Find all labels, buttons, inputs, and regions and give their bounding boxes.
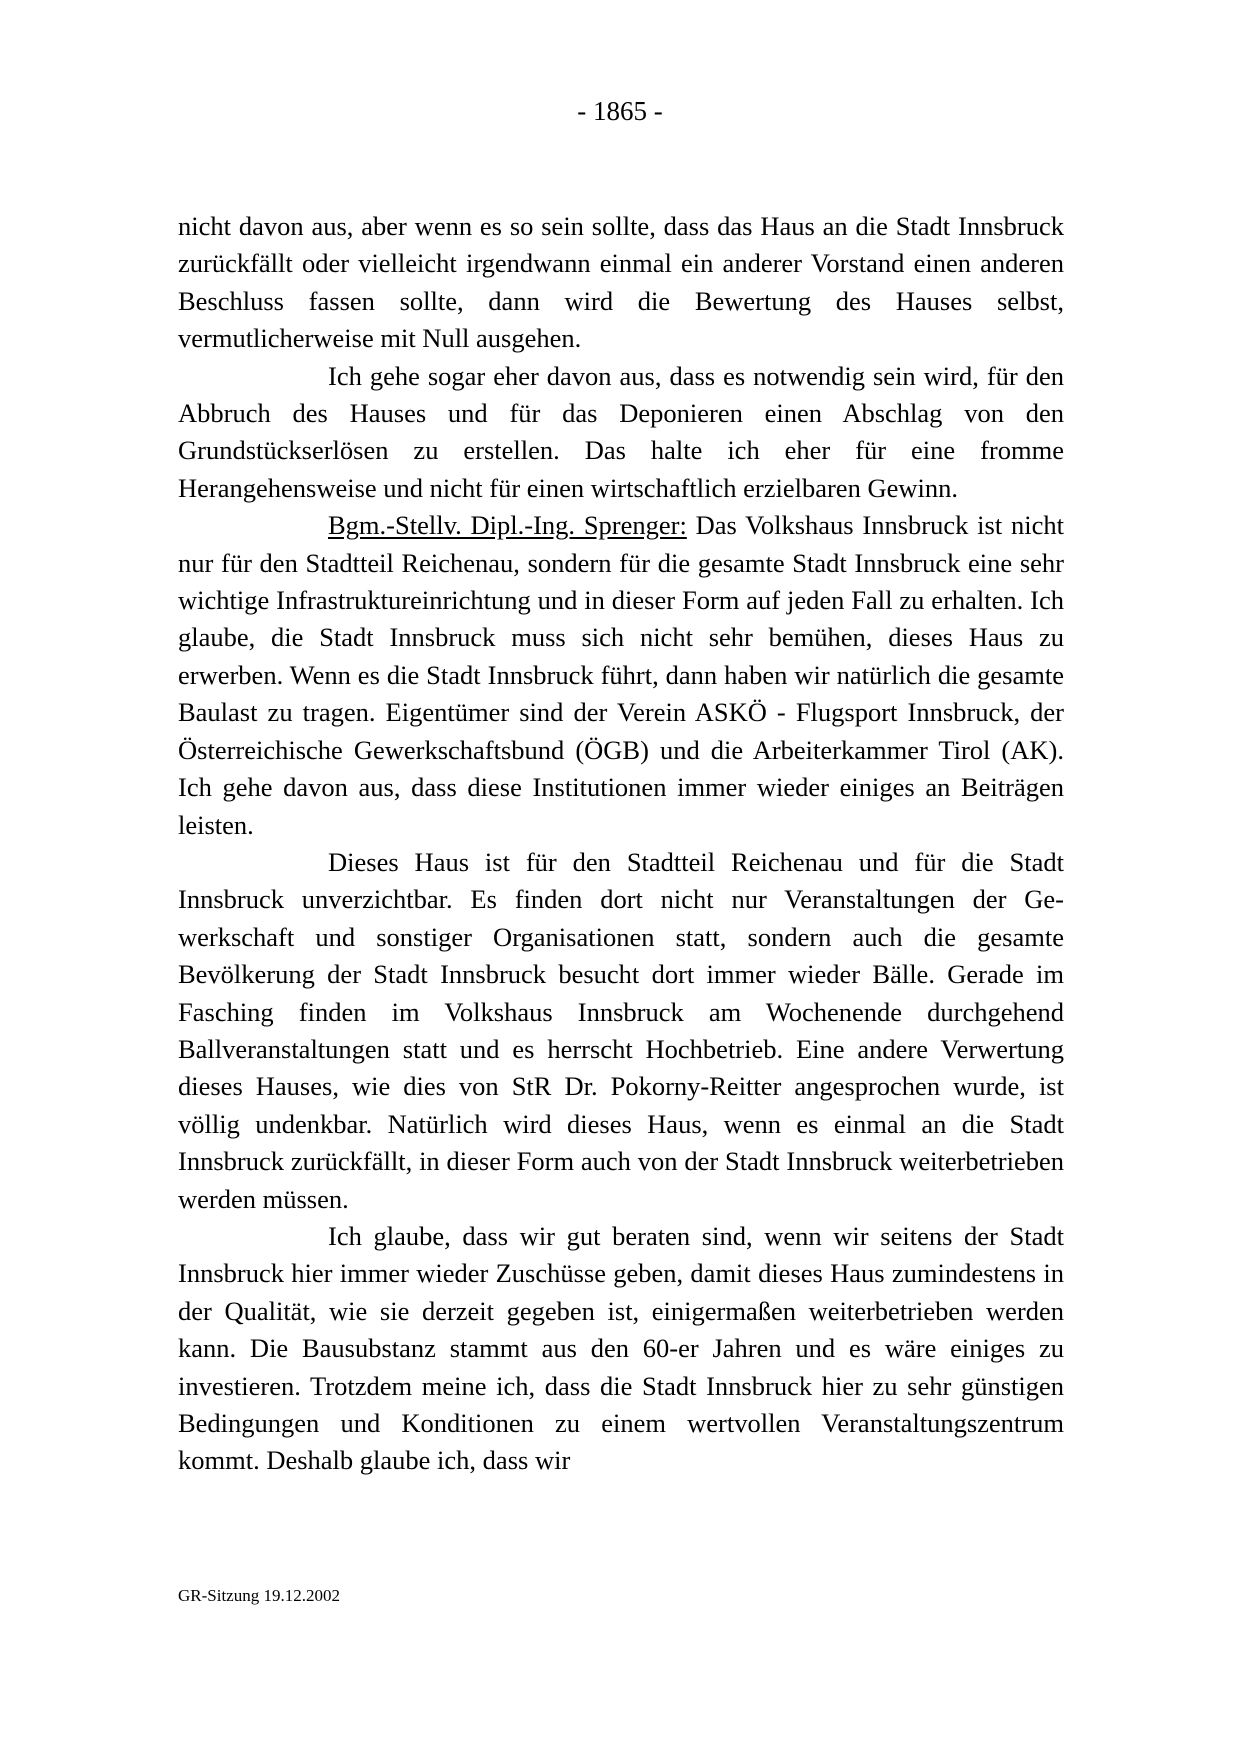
page-number: - 1865 - — [577, 96, 663, 126]
document-body — [178, 208, 1064, 1480]
paragraph: Dieses Haus ist für den Stadtteil Reichenau und für die Stadt Innsbruck unverzichtbar. Es finden dort nicht nur Veranstaltungen der Gewerkschaft und sonstiger Organisationen statt, sondern auch die gesamte Bevölkerung der Stadt Innsbruck besucht dort immer wieder Bälle. Gerade im Fasching finden im Volkshaus Innsbruck am Wochenende durchgehend Ballveranstaltungen statt und es herrscht Hochbetrieb. Eine andere Verwertung dieses Hauses, wie dies von StR Dr. Pokorny-Reitter angesprochen wurde, ist völlig undenkbar. Natürlich wird dieses Haus, wenn es einmal an die Stadt Innsbruck zurückfällt, in dieser Form auch von der Stadt Innsbruck weiterbetrieben werden müssen. — [178, 846, 1064, 1214]
paragraph-continuation: nicht davon aus, aber wenn es so sein sollte, dass das Haus an die Stadt Innsbruck zurückfällt oder vielleicht irgendwann einmal ein anderer Vorstand einen anderen Beschluss fassen sollte, dann wird die Bewertung des Hauses selbst, vermutlicherweise mit Null ausgehen. — [178, 211, 1064, 354]
footer-session-date: GR-Sitzung 19.12.2002 — [178, 1586, 340, 1605]
paragraph: Ich glaube, dass wir gut beraten sind, wenn wir seitens der Stadt Innsbruck hier immer wieder Zuschüsse geben, damit dieses Haus zumindestens in der Qualität, wie sie derzeit gegeben ist, einigermaßen weiterbetrieben werden kann. Die Bausubstanz stammt aus den 60-er Jahren und es wäre einiges zu investieren. Trotzdem meine ich, dass die Stadt Innsbruck hier zu sehr günstigen Bedingungen und Konditionen zu einem wertvollen Veranstaltungszentrum kommt. Deshalb glaube ich, dass wir — [178, 1220, 1064, 1476]
paragraph: Ich gehe sogar eher davon aus, dass es notwendig sein wird, für den Abbruch des Hauses und für das Deponieren einen Abschlag von den Grundstückserlösen zu erstellen. Das halte ich eher für eine fromme Herangehensweise und nicht für einen wirtschaftlich erzielbaren Gewinn. — [178, 360, 1064, 503]
paragraph-speaker-statement — [178, 507, 1064, 844]
speaker-name: Bgm.-Stellv. Dipl.-Ing. Sprenger: — [328, 510, 687, 541]
speaker-statement-text: Das Volkshaus Innsbruck ist nicht nur für den Stadtteil Reichenau, sondern für die gesamte Stadt Innsbruck eine sehr wichtige Infrastruktureinrichtung und in dieser Form auf jeden Fall zu erhalten. Ich glaube, die Stadt Innsbruck muss sich nicht sehr bemühen, dieses Haus zu erwerben. Wenn es die Stadt Innsbruck führt, dann haben wir natürlich die gesamte Baulast zu tragen. Eigentümer sind der Verein ASKÖ - Flugsport Innsbruck, der Österreichische Gewerkschaftsbund (ÖGB) und die Arbeiterkammer Tirol (AK). Ich gehe davon aus, dass diese Institutionen immer wieder einiges an Beiträgen leisten. — [178, 510, 1064, 840]
